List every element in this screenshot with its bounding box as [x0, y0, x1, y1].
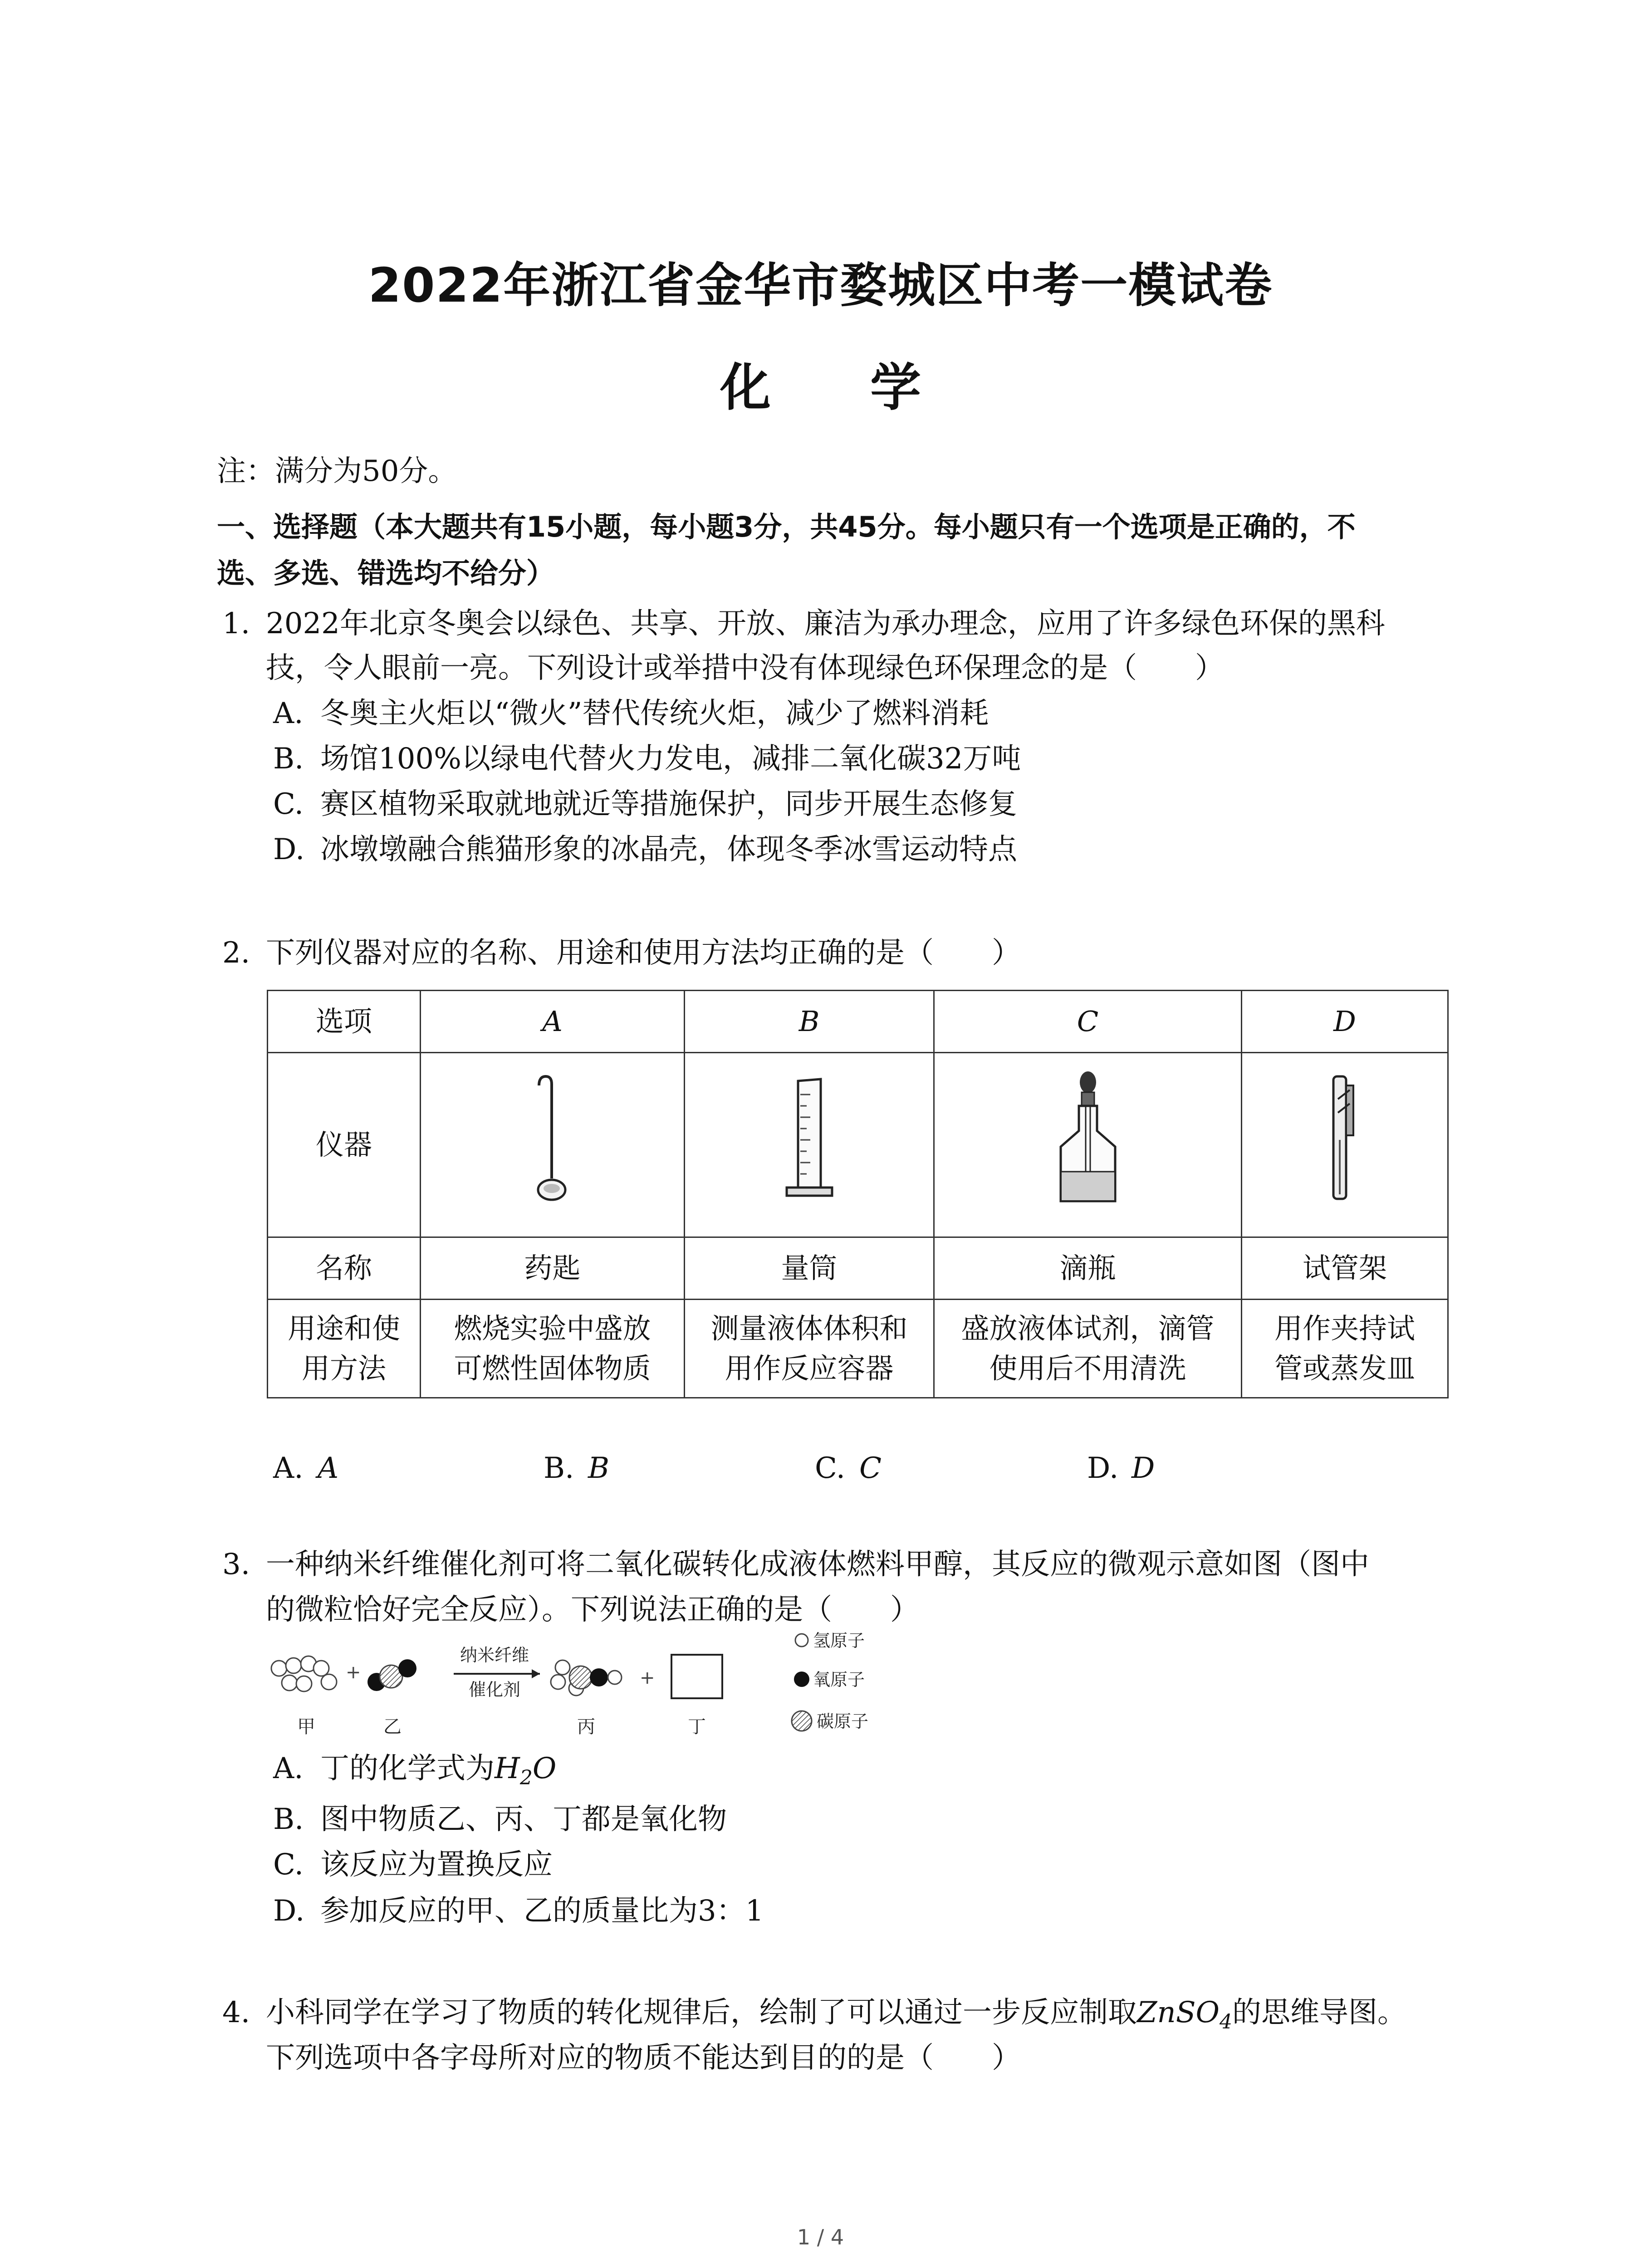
q2-option-d-key: D. — [1087, 1452, 1119, 1485]
q2-option-b: B — [588, 1452, 610, 1485]
header-a: A — [421, 991, 685, 1053]
molecule-bing — [551, 1660, 622, 1696]
molecule-ding-box — [671, 1655, 722, 1698]
name-label: 名称 — [268, 1237, 421, 1300]
q3-option-b: 图中物质乙、丙、丁都是氧化物 — [320, 1803, 727, 1836]
q3-stem-line1: 一种纳米纤维催化剂可将二氧化碳转化成液体燃料甲醇，其反应的微观示意如图（图中 — [266, 1548, 1369, 1581]
q2-number: 2. — [222, 936, 250, 970]
q2-option-a-key: A. — [273, 1452, 304, 1485]
table-name-row — [268, 1237, 1448, 1300]
q3-option-c-key: C. — [273, 1848, 304, 1882]
score-note: 注：满分为50分。 — [217, 455, 457, 488]
header-d: D — [1242, 991, 1448, 1053]
q4-number: 4. — [222, 1996, 250, 2029]
catalyst-label-top: 纳米纤维 — [460, 1645, 529, 1665]
q3-option-a: 丁的化学式为$H_2O$ — [320, 1752, 557, 1789]
q3-option-d: 参加反应的甲、乙的质量比为3：1 — [320, 1894, 764, 1928]
subject-title: 化 学 — [720, 358, 962, 417]
table-use-row — [268, 1300, 1448, 1398]
diagram-legend — [792, 1631, 868, 1731]
q1-option-a: 冬奥主火炬以“微火”替代传统火炬，减少了燃料消耗 — [320, 697, 989, 730]
q1-number: 1. — [222, 607, 250, 640]
q3-stem-line2: 的微粒恰好完全反应）。下列说法正确的是（ ） — [266, 1593, 919, 1627]
table-instrument-row — [268, 1053, 1448, 1237]
q1-option-b: 场馆100%以绿电代替火力发电，减排二氧化碳32万吨 — [320, 742, 1021, 776]
section-heading-line2: 选、多选、错选均不给分） — [217, 557, 555, 590]
q2-option-d: D — [1132, 1452, 1155, 1485]
label-ding: 丁 — [688, 1716, 706, 1737]
section-heading-line1: 一、选择题（本大题共有15小题，每小题3分，共45分。每小题只有一个选项是正确的，不 — [217, 510, 1356, 543]
q1-option-d-key: D. — [273, 833, 305, 866]
header-c: C — [934, 991, 1242, 1053]
name-b: 量筒 — [685, 1237, 934, 1300]
q1-option-b-key: B. — [273, 742, 304, 776]
name-d: 试管架 — [1242, 1237, 1448, 1300]
catalyst-label-bottom: 催化剂 — [468, 1680, 521, 1700]
svg-text:氧原子: 氧原子 — [813, 1670, 865, 1690]
header-option: 选项 — [268, 991, 421, 1053]
dropper-bottle-figure — [934, 1053, 1242, 1237]
page-number: 1 / 4 — [797, 2225, 844, 2249]
q2-stem: 下列仪器对应的名称、用途和使用方法均正确的是（ ） — [266, 936, 1021, 970]
q2-option-c: C — [859, 1452, 882, 1485]
graduated-cylinder-figure — [685, 1053, 934, 1237]
name-a: 药匙 — [421, 1237, 685, 1300]
use-c: 盛放液体试剂，滴管 使用后不用清洗 — [934, 1300, 1242, 1398]
instrument-label: 仪器 — [268, 1053, 421, 1237]
spoon-figure — [421, 1053, 685, 1237]
q2-option-b-key: B. — [544, 1452, 574, 1485]
q4-stem-line1: 小科同学在学习了物质的转化规律后，绘制了可以通过一步反应制取ZnSO$_4$的思维导图。 — [266, 1996, 1406, 2033]
svg-text:氢原子: 氢原子 — [813, 1631, 865, 1651]
q3-option-c: 该反应为置换反应 — [320, 1848, 553, 1882]
q1-option-a-key: A. — [273, 697, 304, 730]
use-label: 用途和使 用方法 — [268, 1300, 421, 1398]
q4-stem-line2: 下列选项中各字母所对应的物质不能达到目的的是（ ） — [266, 2041, 1021, 2075]
q1-option-c: 赛区植物采取就地就近等措施保护，同步开展生态修复 — [320, 787, 1017, 821]
exam-title: 2022年浙江省金华市婺城区中考一模试卷 — [368, 258, 1273, 313]
table-header-row — [268, 991, 1448, 1053]
use-b: 测量液体体积和 用作反应容器 — [685, 1300, 934, 1398]
svg-text:+: + — [640, 1667, 655, 1688]
q2-option-c-key: C. — [815, 1452, 846, 1485]
header-b: B — [685, 991, 934, 1053]
q3-option-d-key: D. — [273, 1894, 305, 1928]
q1-option-c-key: C. — [273, 787, 304, 821]
q1-option-d: 冰墩墩融合熊猫形象的冰晶壳，体现冬季冰雪运动特点 — [320, 833, 1017, 866]
q1-stem-line2: 技，令人眼前一亮。下列设计或举措中没有体现绿色环保理念的是（ ） — [266, 651, 1224, 685]
q2-option-a: A — [318, 1452, 339, 1485]
name-c: 滴瓶 — [934, 1237, 1242, 1300]
test-tube-holder-figure — [1242, 1053, 1448, 1237]
label-yi: 乙 — [383, 1716, 402, 1737]
reaction-diagram — [263, 1628, 916, 1746]
use-a: 燃烧实验中盛放 可燃性固体物质 — [421, 1300, 685, 1398]
use-d: 用作夹持试 管或蒸发皿 — [1242, 1300, 1448, 1398]
label-jia: 甲 — [297, 1716, 315, 1737]
molecule-yi — [367, 1659, 416, 1691]
molecule-jia — [271, 1656, 337, 1691]
svg-text:碳原子: 碳原子 — [817, 1711, 869, 1731]
label-bing: 丙 — [577, 1716, 595, 1737]
q3-number: 3. — [222, 1548, 250, 1581]
instrument-table — [267, 990, 1449, 1398]
q3-option-b-key: B. — [273, 1803, 304, 1836]
q1-stem-line1: 2022年北京冬奥会以绿色、共享、开放、廉洁为承办理念，应用了许多绿色环保的黑科 — [266, 607, 1385, 640]
svg-text:+: + — [346, 1662, 361, 1683]
q3-option-a-key: A. — [273, 1752, 304, 1785]
